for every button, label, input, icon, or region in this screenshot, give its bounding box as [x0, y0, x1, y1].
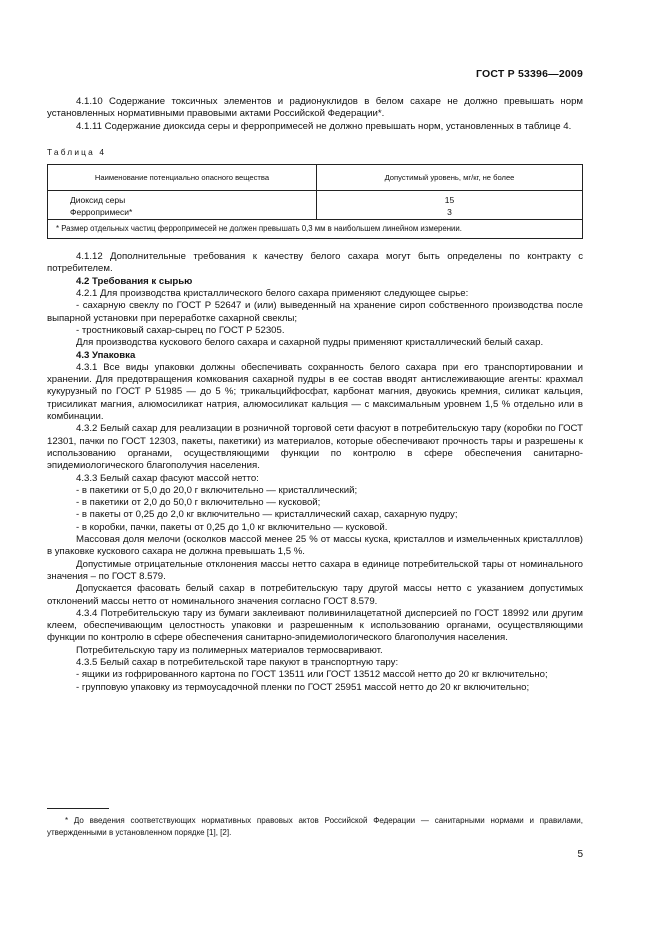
body-paragraph: - тростниковый сахар-сырец по ГОСТ Р 52305.: [76, 324, 285, 336]
limit-value: 15: [444, 195, 455, 206]
column-header-substance: Наименование потенциально опасного вещества: [48, 165, 317, 191]
table-body-row: [48, 191, 583, 220]
paragraph-4-1-11: 4.1.11 Содержание диоксида серы и ферропримесей не должно превышать норм, установленных в таблице 4.: [76, 120, 572, 132]
paragraph-4-1-10: 4.1.10 Содержание токсичных элементов и радионуклидов в белом сахаре не должно превышать норм установленных нормативными правовыми актами Российской Федерации*.: [47, 96, 583, 120]
body-paragraph: - в коробки, пачки, пакеты от 0,25 до 1,0 кг включительно — кусковой.: [76, 521, 388, 533]
footnote-divider: [47, 808, 109, 809]
body-paragraph: - ящики из гофрированного картона по ГОСТ 13511 или ГОСТ 13512 массой нетто до 20 кг включительно;: [76, 669, 548, 681]
body-paragraph: 4.2.1 Для производства кристаллического белого сахара применяют следующее сырье:: [76, 288, 469, 300]
body-text: [47, 251, 583, 694]
table-footnote: * Размер отдельных частиц ферропримесей не должен превышать 0,3 мм в наибольшем линейном измерении.: [48, 220, 583, 239]
body-paragraph: - групповую упаковку из термоусадочной пленки по ГОСТ 25951 массой нетто до 20 кг включительно;: [76, 681, 530, 693]
substance-name: Диоксид серы: [70, 195, 126, 206]
footnote: * До введения соответствующих нормативных правовых актов Российской Федерации — санитарными нормами и правилами, утвержденными в установленном порядке [1], [2].: [47, 816, 583, 837]
table-note-row: [48, 220, 583, 239]
body-paragraph: - в пакеты от 0,25 до 2,0 кг включительно — кристаллический сахар, сахарную пудру;: [76, 509, 458, 521]
body-paragraph: Допускается фасовать белый сахар в потребительскую тару другой массы нетто с указанием допустимых отклонений массы нетто от номинального значения согласно ГОСТ 8.579.: [47, 583, 583, 607]
body-paragraph: 4.1.12 Дополнительные требования к качеству белого сахара могут быть определены по контракту с потребителем.: [47, 251, 583, 275]
body-paragraph: 4.3.5 Белый сахар в потребительской таре пакуют в транспортную тару:: [76, 656, 399, 668]
substance-cell: [48, 191, 317, 220]
table-4: [47, 164, 583, 239]
body-paragraph: Потребительскую тару из полимерных материалов термосваривают.: [76, 644, 383, 656]
section-heading: 4.3 Упаковка: [76, 349, 136, 361]
section-heading: 4.2 Требования к сырью: [76, 275, 193, 287]
page-number: 5: [577, 849, 583, 860]
page-content: [47, 96, 583, 694]
column-header-limit: Допустимый уровень, мг/кг, не более: [317, 165, 583, 191]
document-code: ГОСТ Р 53396—2009: [475, 68, 583, 80]
limit-cell: [317, 191, 583, 220]
body-paragraph: - в пакетики от 2,0 до 50,0 г включительно — кусковой;: [76, 497, 321, 509]
table-header-row: [48, 165, 583, 191]
substance-name: Ферропримеси*: [70, 207, 133, 218]
body-paragraph: Допустимые отрицательные отклонения массы нетто сахара в единице потребительской тары от номинального значения – по ГОСТ 8.579.: [47, 558, 583, 582]
body-paragraph: 4.3.2 Белый сахар для реализации в розничной торговой сети фасуют в потребительскую тару (коробки по ГОСТ 12301, пачки по ГОСТ 12303, пакеты, пакетики) из материалов, которые обеспечивают прочность тары и разрешены к использованию органами, осуществляющими функции по контролю в сфере обеспечения санитарно-эпидемиологического благополучия населения.: [47, 423, 583, 472]
limit-value: 3: [447, 207, 452, 218]
body-paragraph: 4.3.4 Потребительскую тару из бумаги заклеивают поливинилацетатной дисперсией по ГОСТ 18992 или другим клеем, обеспечивающим целостность упаковки и разрешенным к использованию органами, осуществляющими функции по контролю в сфере обеспечения санитарно-эпидемиологического благополучия населения.: [47, 607, 583, 644]
table-caption: Таблица 4: [47, 146, 107, 157]
body-paragraph: Массовая доля мелочи (осколков массой менее 25 % от массы куска, кристаллов и измельченных кристалллов) в упаковке кускового сахара не должна превышать 1,5 %.: [47, 534, 583, 558]
body-paragraph: Для производства кускового белого сахара и сахарной пудры применяют кристаллический белый сахар.: [76, 337, 544, 349]
body-paragraph: - сахарную свеклу по ГОСТ Р 52647 и (или) выведенный на хранение сироп собственного производства после выпарной установки при переработке сахарной свеклы;: [47, 300, 583, 324]
body-paragraph: - в пакетики от 5,0 до 20,0 г включительно — кристаллический;: [76, 484, 358, 496]
body-paragraph: 4.3.1 Все виды упаковки должны обеспечивать сохранность белого сахара при его транспортировании и хранении. Для предотвращения комкования сахарной пудры в ее состав вводят антислеживающие агенты: крахмал кукурузный по ГОСТ Р 51985 — до 5 %; трикальцийфосфат, карбонат магния, двуокись кремния, силикат кальция, трисиликат магния, алюмосиликат натрия, алюмосиликат кальция — с максимальным уровнем 1,5 % отдельно или в комбинации.: [47, 361, 583, 423]
body-paragraph: 4.3.3 Белый сахар фасуют массой нетто:: [76, 472, 259, 484]
